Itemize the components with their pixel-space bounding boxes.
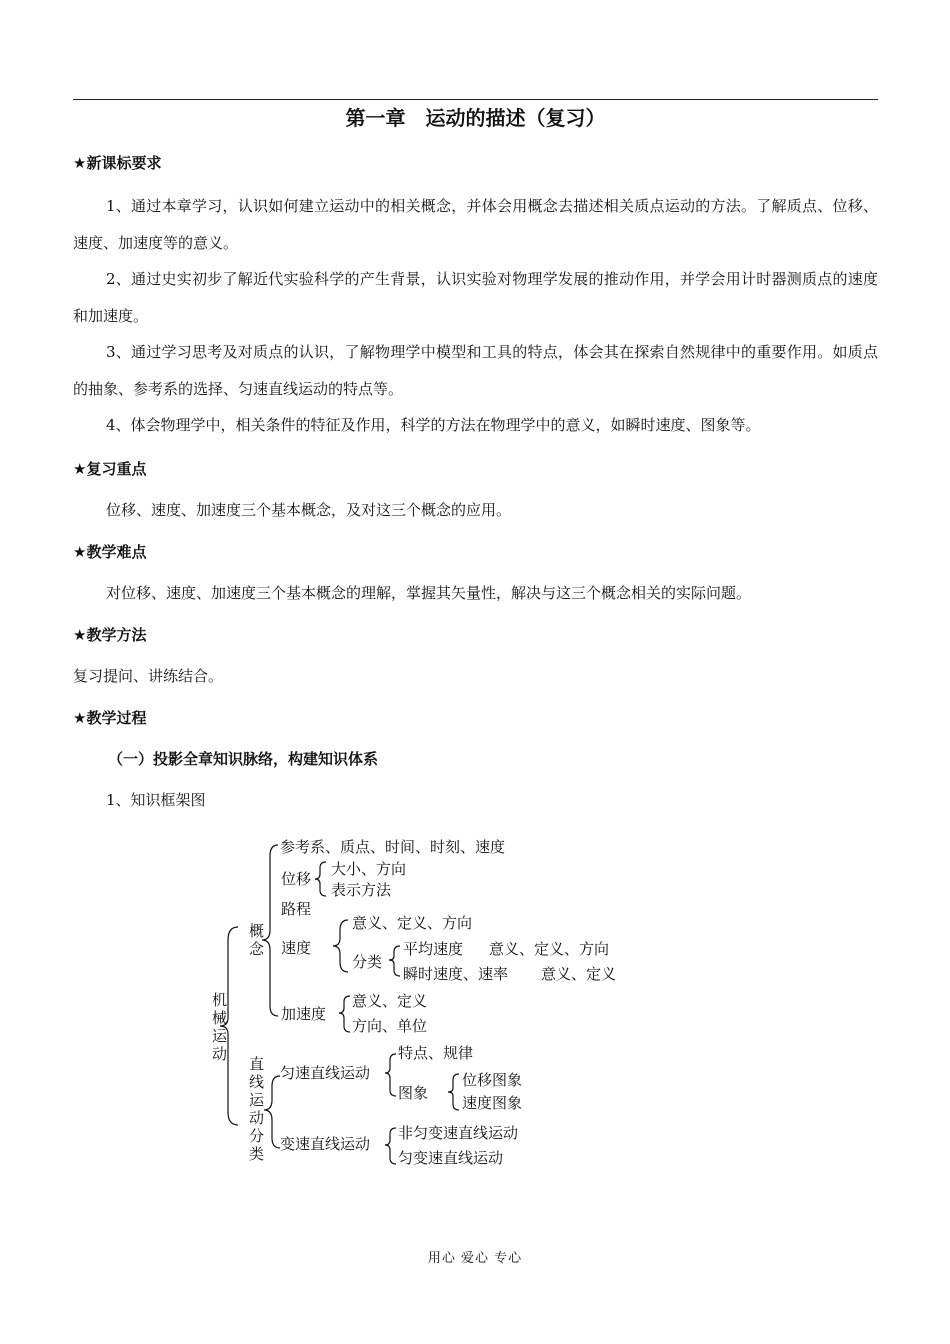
acc-meaning-text: 意义、定义 bbox=[352, 992, 428, 1010]
standards-item-2: 2、通过史实初步了解近代实验科学的产生背景，认识实验对物理学发展的推动作用，并学会用计时器测质点的速度和加速度。 bbox=[73, 270, 878, 325]
acc-direction-text: 方向、单位 bbox=[352, 1017, 428, 1035]
key-points-text: 位移、速度、加速度三个基本概念，及对这三个概念的应用。 bbox=[106, 501, 512, 519]
classification-label: 直线运动分类 bbox=[249, 1055, 265, 1163]
velocity-text: 速度 bbox=[281, 939, 312, 957]
displacement-text: 位移 bbox=[281, 870, 312, 888]
root-brace bbox=[220, 927, 238, 1125]
vel-meaning-text: 意义、定义、方向 bbox=[352, 914, 473, 932]
difficulties-heading: ★教学难点 bbox=[73, 543, 147, 561]
avg-meaning-text: 意义、定义、方向 bbox=[489, 940, 610, 958]
standards-item-4: 4、体会物理学中，相关条件的特征及作用，科学的方法在物理学中的意义，如瞬时速度、图象等。 bbox=[106, 416, 761, 434]
vel-class-text: 分类 bbox=[352, 953, 383, 971]
basics-text: 参考系、质点、时间、时刻、速度 bbox=[280, 838, 506, 856]
vel-class-brace bbox=[389, 946, 400, 976]
variable-motion-text: 变速直线运动 bbox=[280, 1135, 371, 1153]
difficulties-text: 对位移、速度、加速度三个基本概念的理解，掌握其矢量性，解决与这三个概念相关的实际问题。 bbox=[106, 584, 752, 602]
process-subheading: （一）投影全章知识脉络，构建知识体系 bbox=[108, 750, 379, 768]
path-text: 路程 bbox=[281, 900, 312, 918]
acceleration-text: 加速度 bbox=[281, 1005, 327, 1023]
process-heading: ★教学过程 bbox=[73, 709, 147, 727]
graphs-text: 图象 bbox=[398, 1084, 429, 1102]
inst-velocity-text: 瞬时速度、速率 bbox=[403, 965, 509, 983]
acceleration-brace bbox=[339, 996, 350, 1032]
root-label: 机械运动 bbox=[212, 991, 228, 1063]
framework-label: 1、知识框架图 bbox=[106, 791, 206, 809]
standards-heading: ★新课标要求 bbox=[73, 154, 162, 172]
inst-meaning-text: 意义、定义 bbox=[541, 965, 617, 983]
disp-repr-text: 表示方法 bbox=[331, 881, 392, 899]
concept-brace bbox=[262, 845, 278, 1016]
key-points-heading: ★复习重点 bbox=[73, 460, 147, 478]
uniform-motion-text: 匀速直线运动 bbox=[280, 1064, 371, 1082]
uniform-acc-text: 匀变速直线运动 bbox=[398, 1149, 504, 1167]
vel-graph-text: 速度图象 bbox=[462, 1094, 523, 1112]
graphs-brace bbox=[448, 1074, 459, 1110]
page-title: 第一章 运动的描述（复习） bbox=[345, 106, 606, 130]
uniform-features-text: 特点、规律 bbox=[398, 1044, 474, 1062]
page-footer: 用心 爱心 专心 bbox=[427, 1251, 523, 1266]
disp-size-text: 大小、方向 bbox=[331, 860, 407, 878]
nonuniform-acc-text: 非匀变速直线运动 bbox=[398, 1124, 519, 1142]
method-text: 复习提问、讲练结合。 bbox=[73, 667, 224, 685]
displacement-brace bbox=[315, 862, 326, 896]
motion-brace bbox=[264, 1076, 280, 1148]
concept-label: 概念 bbox=[249, 922, 265, 958]
variable-brace bbox=[385, 1128, 396, 1164]
avg-velocity-text: 平均速度 bbox=[403, 940, 464, 958]
uniform-brace bbox=[385, 1054, 396, 1096]
velocity-brace bbox=[333, 920, 348, 972]
standards-item-1: 1、通过本章学习，认识如何建立运动中的相关概念，并体会用概念去描述相关质点运动的方法。了解质点、位移、速度、加速度等的意义。 bbox=[73, 197, 878, 252]
standards-item-3: 3、通过学习思考及对质点的认识，了解物理学中模型和工具的特点，体会其在探索自然规律中的重要作用。如质点的抽象、参考系的选择、匀速直线运动的特点等。 bbox=[73, 343, 878, 398]
method-heading: ★教学方法 bbox=[73, 626, 147, 644]
disp-graph-text: 位移图象 bbox=[462, 1071, 523, 1089]
